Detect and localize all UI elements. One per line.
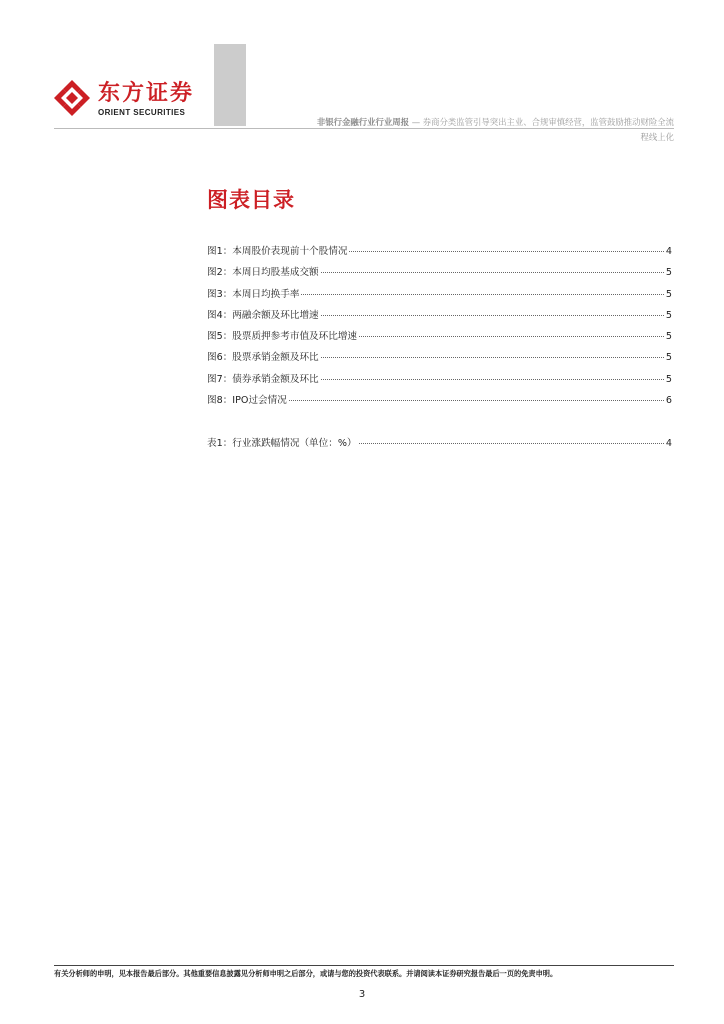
figure-entry-page: 6 [665, 395, 672, 407]
figure-entry-page: 5 [665, 331, 672, 343]
figure-list [207, 243, 672, 413]
report-type: 非银行金融行业行业周报 [316, 117, 410, 127]
report-title-part1: — 券商分类监管引导突出主业、合规审慎经营，监管鼓励推动财险全流 [409, 117, 674, 127]
report-header [256, 115, 674, 145]
footer-disclaimer: 有关分析师的申明，见本报告最后部分。其他重要信息披露见分析师申明之后部分，或请与您的投资代表联系。并请阅读本证券研究报告最后一页的免责申明。 [54, 969, 558, 978]
table-of-contents [207, 243, 672, 457]
dot-leader [359, 443, 664, 444]
figure-entry-label: 图3：本周日均换手率 [207, 288, 300, 300]
figure-entry[interactable] [207, 286, 672, 307]
page-number: 3 [358, 989, 366, 1000]
figure-entry-page: 5 [665, 267, 672, 279]
dot-leader [289, 400, 664, 401]
dot-leader [349, 251, 663, 252]
figure-entry-page: 4 [665, 246, 672, 257]
figure-entry[interactable] [207, 371, 672, 392]
toc-spacer [207, 413, 672, 435]
header-divider [54, 128, 674, 129]
logo-mark-icon [54, 80, 90, 116]
figure-entry-page: 5 [665, 288, 672, 300]
dot-leader [359, 336, 664, 337]
figure-entry[interactable] [207, 328, 672, 349]
table-entry[interactable] [207, 435, 672, 456]
figure-entry[interactable] [207, 349, 672, 370]
figure-entry-page: 5 [665, 373, 672, 385]
figure-entry[interactable] [207, 264, 672, 285]
figure-entry-label: 图4：两融余额及环比增速 [207, 309, 319, 321]
figure-entry[interactable] [207, 243, 672, 264]
figure-entry[interactable] [207, 307, 672, 328]
table-entry-page: 4 [665, 438, 672, 450]
figure-entry-label: 图2：本周日均股基成交额 [207, 267, 319, 279]
dot-leader [321, 379, 664, 380]
dot-leader [321, 315, 664, 316]
figure-entry-page: 5 [665, 309, 672, 321]
page-title: 图表目录 [207, 188, 295, 212]
figure-entry-page: 5 [665, 352, 672, 364]
company-name-en: ORIENT SECURITIES [98, 108, 186, 117]
company-name-cn: 东方证券 [98, 81, 195, 106]
dot-leader [321, 357, 664, 358]
report-title-part2: 程线上化 [640, 132, 674, 142]
figure-entry-label: 图6：股票承销金额及环比 [207, 352, 319, 364]
figure-entry-label: 图5：股票质押参考市值及环比增速 [207, 331, 358, 343]
footer-divider [54, 965, 674, 966]
dot-leader [321, 272, 664, 273]
table-entry-label: 表1：行业涨跌幅情况（单位：%） [207, 438, 357, 450]
dot-leader [301, 294, 663, 295]
table-list [207, 435, 672, 456]
company-logo [54, 78, 214, 122]
header-decoration-bar [214, 44, 246, 126]
figure-entry-label: 图1：本周股价表现前十个股情况 [207, 246, 348, 257]
figure-entry[interactable] [207, 392, 672, 413]
figure-entry-label: 图7：债券承销金额及环比 [207, 373, 319, 385]
figure-entry-label: 图8：IPO过会情况 [207, 395, 287, 407]
